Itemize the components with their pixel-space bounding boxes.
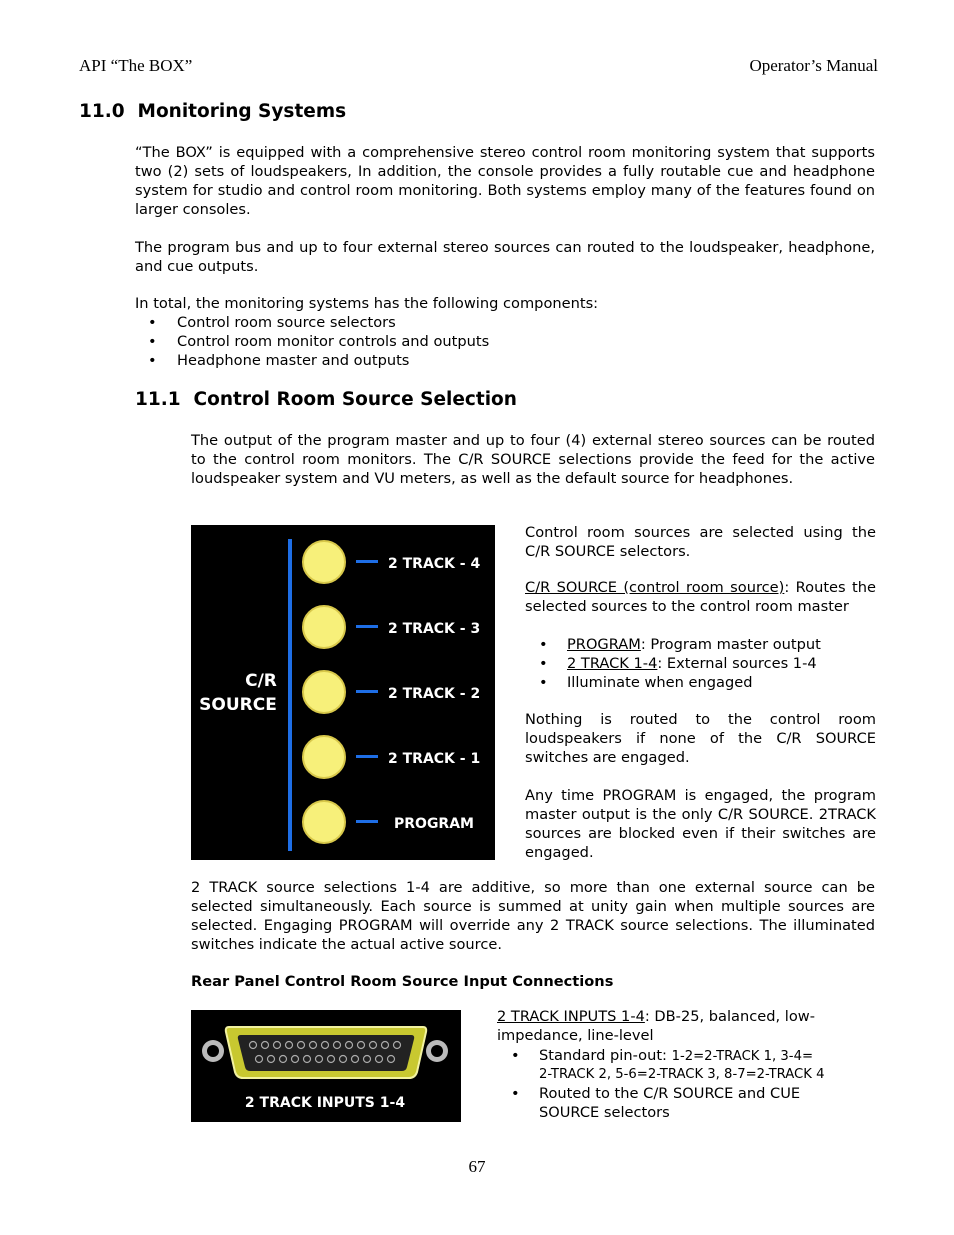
screw-right-icon <box>426 1040 448 1062</box>
paragraph: The output of the program master and up to four (4) external stereo sources can be routed to the control room monitors. The C/R SOURCE selections provide the feed for the active loudspeaker system and VU meters, as well as the default source for headphones. <box>191 432 875 487</box>
button-label: 2 TRACK - 3 <box>388 621 481 637</box>
underlined-term: 2 TRACK INPUTS 1-4 <box>497 1008 645 1025</box>
connector-label: 2 TRACK INPUTS 1-4 <box>244 1095 406 1111</box>
subheading: Rear Panel Control Room Source Input Connections <box>191 973 614 990</box>
list-item-continuation: 2-TRACK 2, 5-6=2-TRACK 3, 8-7=2-TRACK 4 <box>539 1067 825 1082</box>
cr-source-panel-image <box>191 525 495 860</box>
screw-left-icon <box>202 1040 224 1062</box>
panel-divider-line <box>288 539 292 851</box>
paragraph: 2 TRACK INPUTS 1-4: DB-25, balanced, low- <box>497 1008 815 1025</box>
button-row-2track-2 <box>303 671 480 713</box>
list-item-continuation: SOURCE selectors <box>539 1104 670 1121</box>
header-right: Operator’s Manual <box>749 56 878 75</box>
button-label: 2 TRACK - 2 <box>388 686 481 702</box>
paragraph: Nothing is routed to the control room loudspeakers if none of the C/R SOURCE switches are engaged. <box>525 711 876 766</box>
button-label: 2 TRACK - 4 <box>388 556 481 572</box>
paragraph: “The BOX” is equipped with a comprehensive stereo control room monitoring system that supports two (2) sets of loudspeakers, In addition, the console provides a fully routable cue and headphone system for studio and control room monitoring. Both systems employ many of the features found on larger consoles. <box>135 144 875 218</box>
yellow-button-icon <box>303 736 345 778</box>
yellow-button-icon <box>303 606 345 648</box>
yellow-button-icon <box>303 801 345 843</box>
panel-label-line1: C/R <box>245 671 277 691</box>
section-title: Monitoring Systems <box>137 101 347 122</box>
button-row-2track-4 <box>303 541 480 583</box>
panel-label-line2: SOURCE <box>199 695 277 715</box>
paragraph: The program bus and up to four external stereo sources can routed to the loudspeaker, headphone, and cue outputs. <box>135 239 875 275</box>
section-heading-11-1 <box>135 389 517 410</box>
button-row-program <box>303 801 474 843</box>
paragraph: Any time PROGRAM is engaged, the program master output is the only C/R SOURCE. 2TRACK sources are blocked even if their switches are engaged. <box>525 787 876 861</box>
button-label: PROGRAM <box>394 816 474 832</box>
button-row-2track-1 <box>303 736 480 778</box>
section-number: 11.0 <box>79 101 125 122</box>
yellow-button-icon <box>303 671 345 713</box>
button-row-2track-3 <box>303 606 480 648</box>
button-label: 2 TRACK - 1 <box>388 751 481 767</box>
paragraph: 2 TRACK source selections 1-4 are additive, so more than one external source can be selected simultaneously. Each source is summed at unity gain when multiple sources are selected. Engaging PROGRAM will override any 2 TRACK source selections. The illuminated switches indicate the actual active source. <box>191 879 875 953</box>
paragraph: In total, the monitoring systems has the following components: <box>135 295 599 312</box>
section-title: Control Room Source Selection <box>193 389 517 410</box>
underlined-term: C/R SOURCE (control room source) <box>525 579 785 596</box>
page-number: 67 <box>468 1157 486 1176</box>
db25-connector-image <box>191 1010 461 1122</box>
paragraph: Control room sources are selected using the C/R SOURCE selectors. <box>525 524 876 560</box>
header-left: API “The BOX” <box>79 56 193 75</box>
section-heading-11-0 <box>79 101 346 122</box>
section-number: 11.1 <box>135 389 181 410</box>
yellow-button-icon <box>303 541 345 583</box>
paragraph: impedance, line-level <box>497 1027 654 1044</box>
paragraph: C/R SOURCE (control room source): Routes the selected sources to the control room master <box>525 579 876 615</box>
